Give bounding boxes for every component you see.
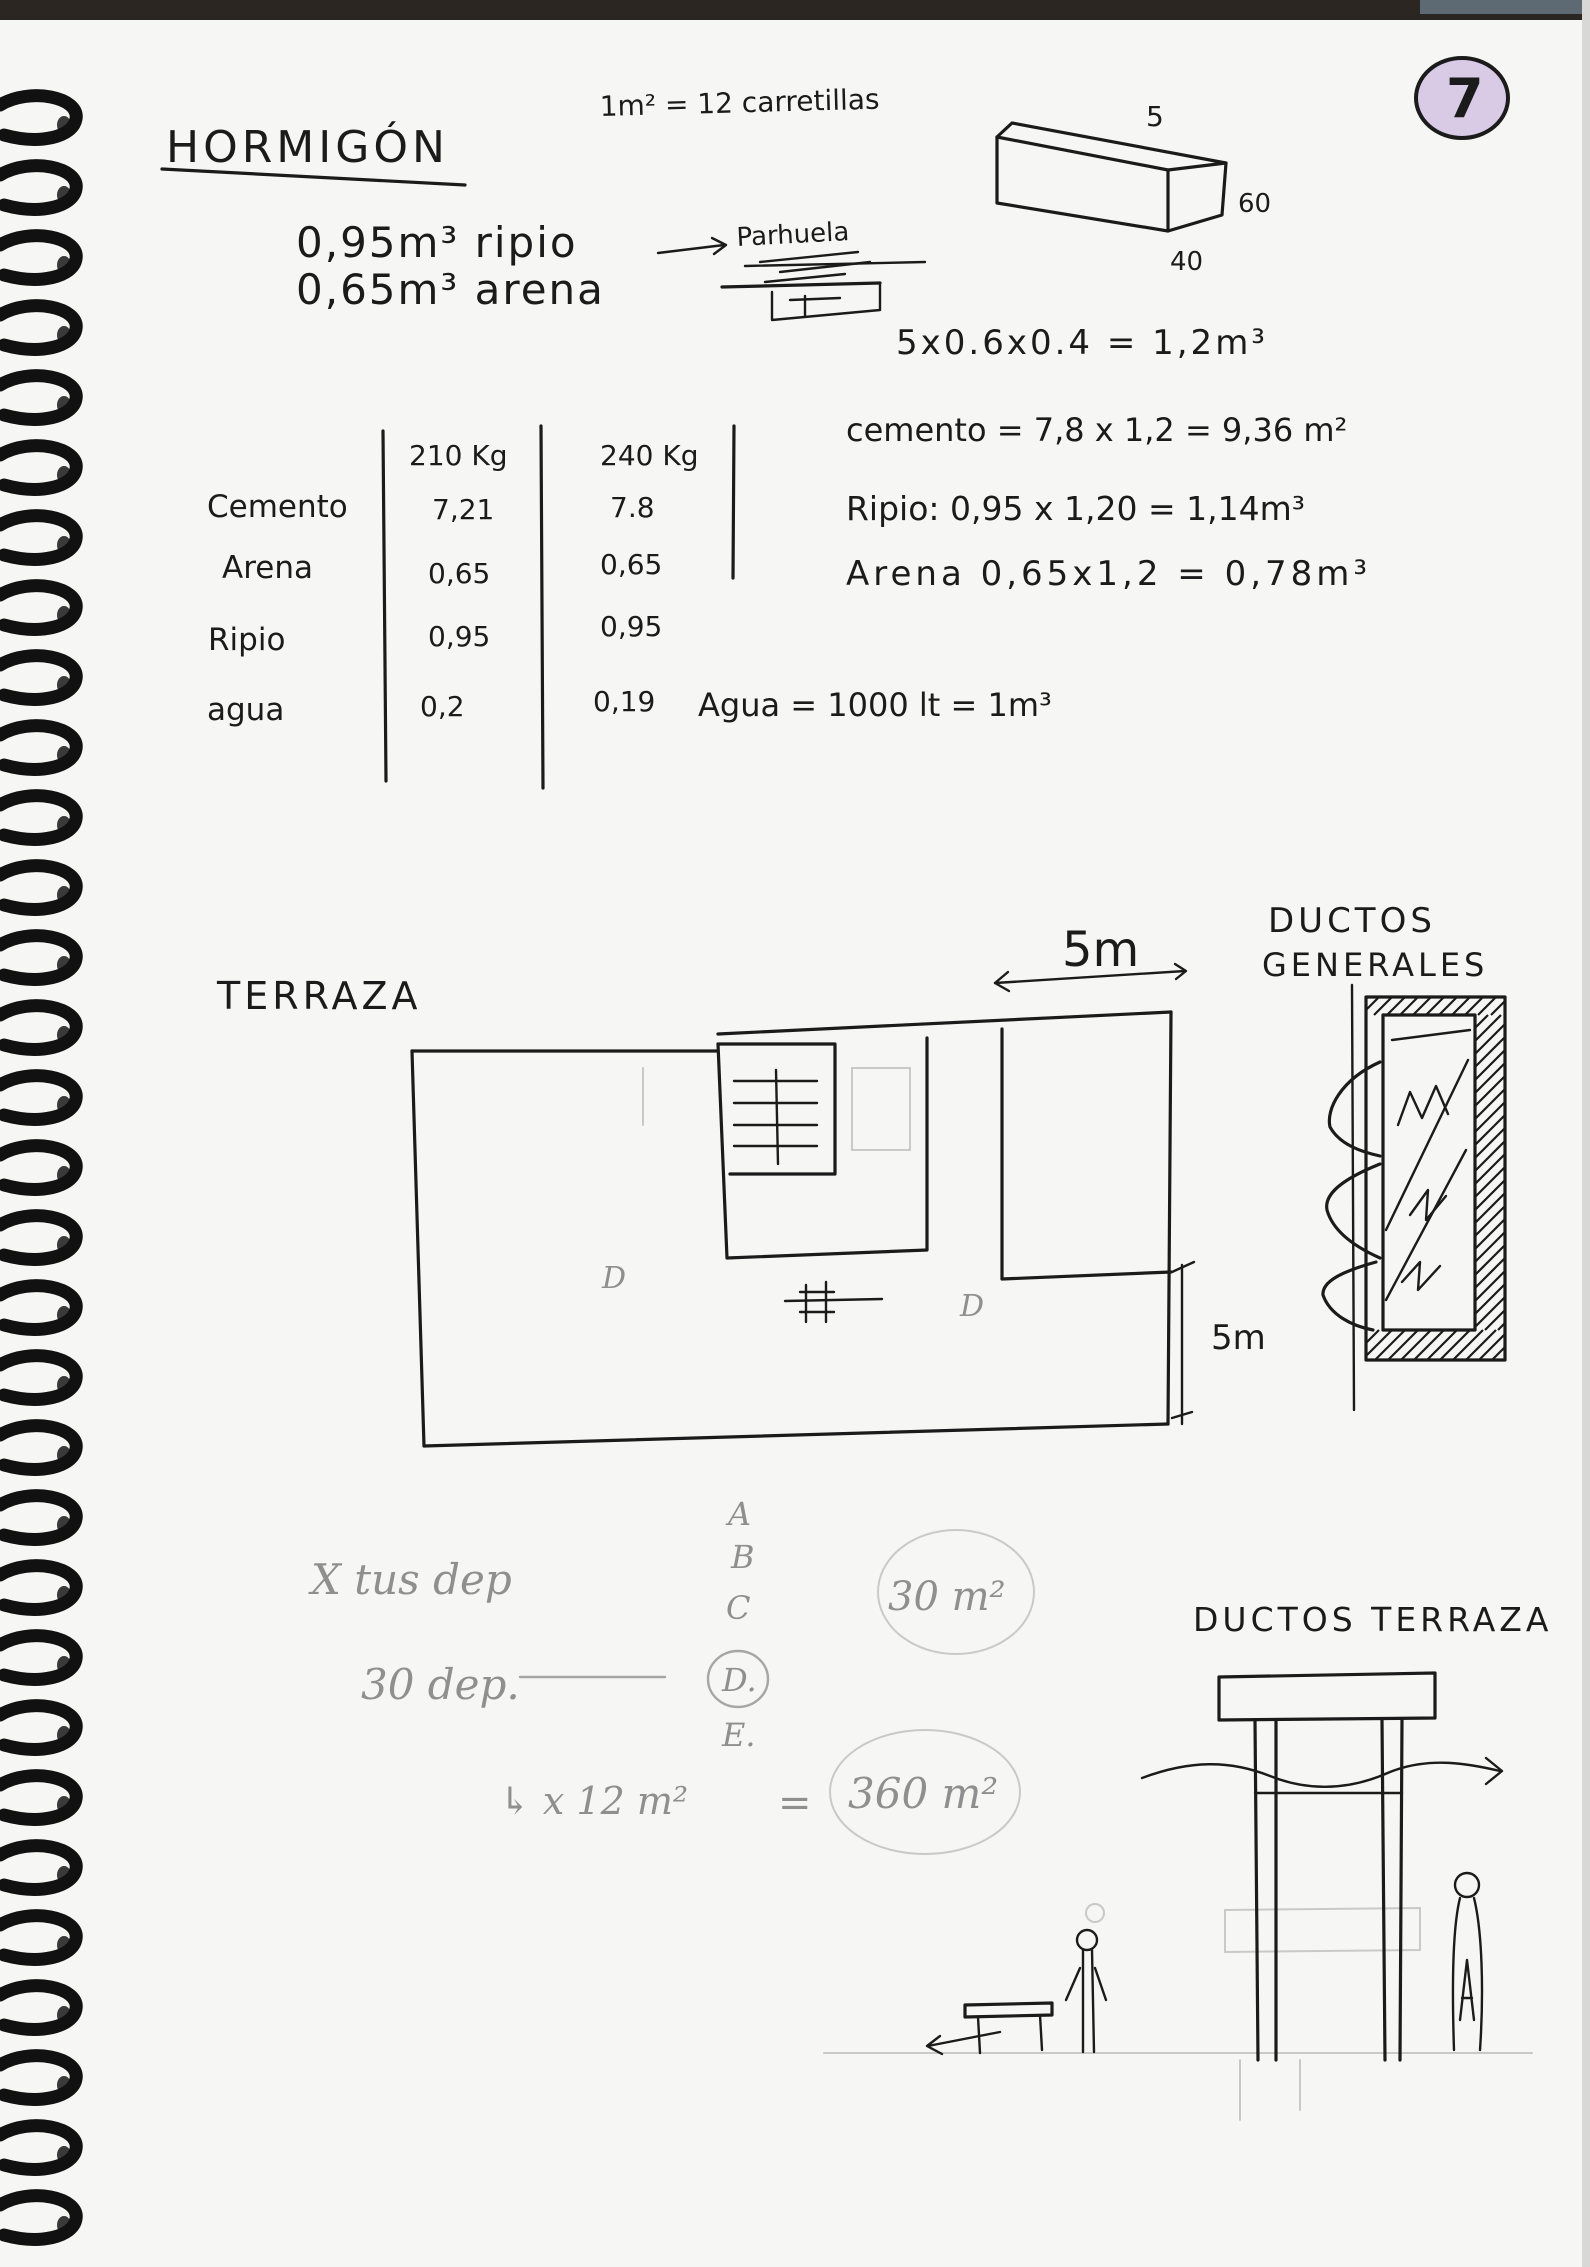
terraza-side-dimension: 5m (1211, 1318, 1266, 1358)
box-height-label: 60 (1238, 189, 1272, 219)
hatch-line (1475, 1154, 1505, 1184)
hatch-line (1475, 1115, 1505, 1145)
page-number: 7 (1446, 67, 1484, 130)
person-figure-icon (1453, 1873, 1482, 2050)
hatch-line (1475, 1024, 1505, 1054)
area-product: ↳ x 12 m² (499, 1779, 689, 1823)
hatch-line (1453, 1330, 1483, 1360)
duct-zigzag (1410, 1190, 1446, 1220)
figure-detail (1460, 1960, 1474, 2020)
carretillas-note: 1m² = 12 carretillas (599, 82, 880, 123)
box-top-face (997, 123, 1226, 170)
pipe-bulge (1323, 1262, 1376, 1330)
cemento-calculation: cemento = 7,8 x 1,2 = 9,36 m² (846, 411, 1348, 449)
page-number-badge (1416, 58, 1508, 138)
duct-inner-line (1386, 1150, 1466, 1300)
duct-crosshair-icon (785, 1282, 882, 1322)
page-right-edge (1582, 0, 1590, 2267)
ripio-amount: 0,95m³ ripio (296, 218, 578, 267)
hatch-line (1475, 1258, 1505, 1288)
terraza-floor-plan (412, 1012, 1171, 1446)
table-header-240: 240 Kg (600, 439, 699, 472)
side-dimension (1172, 1262, 1266, 1424)
stair-line (776, 1070, 778, 1164)
plan-wall (424, 1424, 1168, 1446)
box-length-label: 5 (1146, 100, 1164, 133)
table-cell: 0,95 (600, 610, 663, 643)
table-row-label: Ripio (208, 622, 286, 658)
figure-head (1455, 1873, 1479, 1897)
pencil-outline (1240, 2060, 1300, 2120)
sketch-line (765, 274, 845, 282)
table-divider (733, 426, 734, 578)
roof-beam (1219, 1673, 1435, 1720)
table-cell: 0,65 (600, 548, 663, 581)
pencil-notes (308, 1495, 1034, 1854)
hatch-line (1475, 1284, 1505, 1314)
sketch-frame (772, 283, 880, 320)
table-cell: 0,65 (428, 557, 491, 590)
unit-letter: E. (722, 1716, 756, 1754)
terraza-top-dimension: 5m (1062, 922, 1140, 978)
table-row-label: agua (207, 692, 285, 728)
hatch-line (1475, 1141, 1505, 1171)
pencil-outline (1225, 1908, 1420, 1952)
equals-sign: = (778, 1780, 812, 1826)
crosshair-line (806, 1282, 826, 1322)
unit-letter: B (731, 1538, 755, 1576)
parhuela-label: Parhuela (735, 217, 851, 253)
hatch-line (1475, 1232, 1505, 1262)
pencil-head (1086, 1904, 1104, 1922)
hatch-line (1375, 1330, 1405, 1360)
hatch-line (1427, 1330, 1457, 1360)
parhuela-arrow (658, 238, 726, 254)
table-cell: 0,19 (593, 685, 656, 718)
hatch-line (1475, 1076, 1505, 1106)
airflow-line (1142, 1763, 1500, 1787)
hatch-line (1475, 1271, 1505, 1301)
door-label: D (602, 1261, 627, 1296)
duct-edge-line (1352, 985, 1354, 1410)
ductos-generales-sketch (1323, 985, 1505, 1410)
unit-letter: D. (722, 1661, 757, 1699)
arrow-line (658, 245, 724, 253)
pencil-note-dep: X tus dep (311, 1555, 512, 1604)
ductos-terraza-title: DUCTOS TERRAZA (1193, 1600, 1553, 1639)
agua-note: Agua = 1000 lt = 1m³ (698, 686, 1052, 724)
plan-wall (412, 1051, 424, 1446)
table-divider (383, 431, 386, 781)
cart-icon (927, 2003, 1052, 2054)
hatch-line (1475, 1102, 1505, 1132)
crosshair-line (785, 1299, 882, 1301)
hatch-line (1475, 1167, 1505, 1197)
hatch-line (1366, 997, 1379, 1010)
cart-arrow-line (928, 2032, 1000, 2046)
hatch-line (1491, 1001, 1505, 1015)
pencil-outline (852, 1068, 910, 1150)
hatch-line (1492, 1347, 1505, 1360)
hatch-line (1475, 1037, 1505, 1067)
terraza-title: TERRAZA (217, 974, 422, 1018)
table-cell: 7,21 (432, 493, 495, 526)
figure-body (1083, 1950, 1094, 2052)
hatch-line (1475, 1219, 1505, 1249)
box-side-face (1168, 163, 1226, 231)
ductos-terraza-sketch (824, 1673, 1532, 2120)
photo-background-top (0, 0, 1590, 20)
photo-background-corner (1420, 0, 1590, 14)
table-cell: 0,2 (420, 690, 465, 723)
hatch-line (1388, 1330, 1418, 1360)
ductos-generales-line2: GENERALES (1262, 946, 1489, 984)
table-divider (541, 426, 543, 788)
wall-hatching (1366, 997, 1505, 1360)
dosage-table (207, 426, 734, 788)
room-wall (1002, 1029, 1171, 1279)
table-header-210: 210 Kg (409, 439, 508, 472)
table-row-label: Cemento (207, 489, 348, 525)
duct-inner-wall (1383, 1015, 1475, 1330)
figure-head (1077, 1930, 1097, 1950)
hatch-line (1475, 1297, 1505, 1327)
sketch-line (760, 252, 858, 262)
unit-area: 30 m² (888, 1574, 1006, 1620)
hatch-line (1440, 1330, 1470, 1360)
hatch-line (1475, 1015, 1501, 1041)
spiral-binding (0, 96, 76, 2240)
pipe-bulge (1329, 1062, 1380, 1156)
box-front-face (997, 137, 1168, 231)
total-area: 360 m² (848, 1769, 999, 1818)
shaft-wall (718, 1038, 927, 1258)
hatch-line (1475, 1193, 1505, 1223)
hatch-line (1475, 1015, 1488, 1028)
box-width-label: 40 (1170, 247, 1204, 277)
parhuela-sketch (722, 252, 925, 320)
table-row-label: Arena (222, 550, 313, 586)
figure-arms (1066, 1968, 1106, 2000)
hatch-line (1466, 1330, 1496, 1360)
table-cell: 7.8 (610, 491, 655, 524)
hatch-line (1475, 1245, 1505, 1275)
hatch-line (1475, 1128, 1505, 1158)
arena-calculation: Arena 0,65x1,2 = 0,78m³ (846, 554, 1372, 594)
door-label: D (960, 1289, 985, 1324)
box-volume: 5x0.6x0.4 = 1,2m³ (896, 323, 1268, 363)
unit-letter: C (726, 1589, 751, 1627)
sketch-plank (722, 283, 880, 287)
hatch-line (1366, 1330, 1379, 1343)
hatch-line (1475, 1180, 1505, 1210)
plan-wall (718, 1012, 1171, 1034)
hatch-line (1475, 1063, 1505, 1093)
person-figure-icon (1066, 1904, 1106, 2052)
plan-wall (1168, 1012, 1171, 1424)
hatch-line (1414, 1330, 1444, 1360)
arena-amount: 0,65m³ arena (296, 265, 605, 314)
ductos-generales-line1: DUCTOS (1268, 901, 1436, 941)
unit-letter: A (728, 1495, 752, 1533)
pencil-note-30-dep: 30 dep. (361, 1660, 520, 1709)
duct-zigzag (1402, 1262, 1440, 1290)
stairs-icon (734, 1070, 817, 1164)
box-sketch (997, 100, 1271, 277)
table-cell: 0,95 (428, 620, 491, 653)
hatch-line (1475, 1050, 1505, 1080)
sketch-line (790, 296, 840, 316)
hatch-line (1475, 1089, 1505, 1119)
hatch-line (1401, 1330, 1431, 1360)
hatch-line (1366, 1330, 1392, 1356)
ripio-calculation: Ripio: 0,95 x 1,20 = 1,14m³ (846, 489, 1305, 528)
hatch-line (1479, 1334, 1505, 1360)
duct-inner-line (1392, 1030, 1470, 1040)
hormigon-title: HORMIGÓN (166, 122, 449, 173)
hatch-line (1475, 1206, 1505, 1236)
